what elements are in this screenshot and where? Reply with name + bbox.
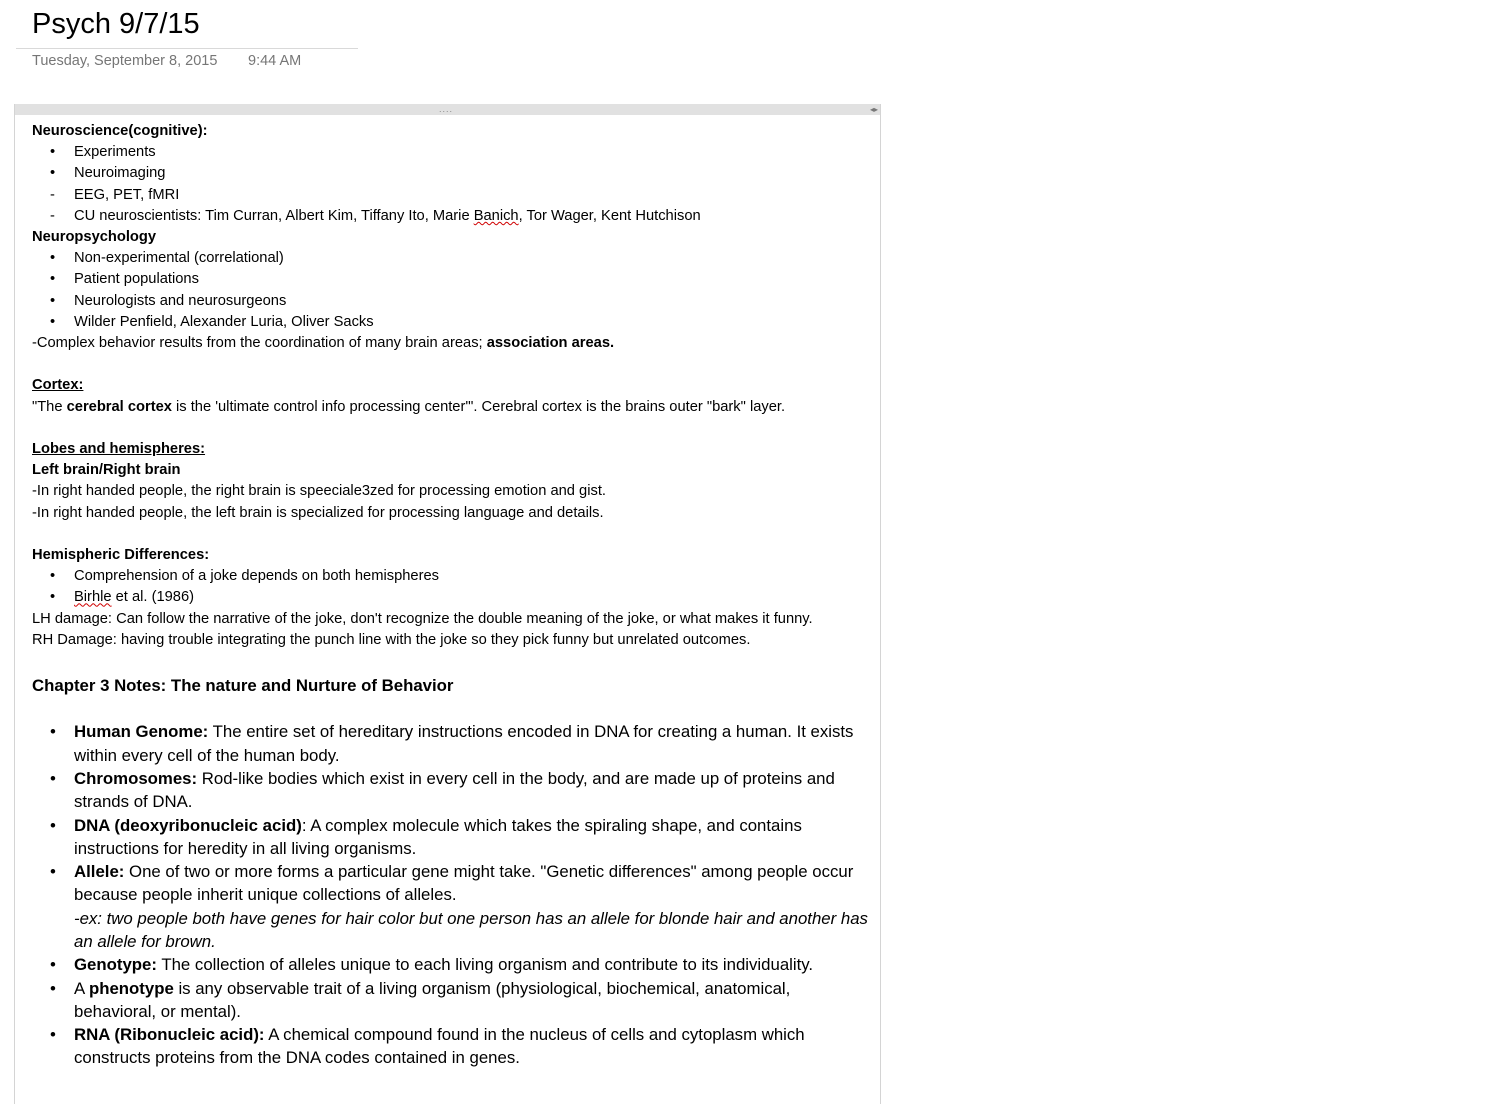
- misspelled-word[interactable]: Birhle: [74, 589, 112, 606]
- definition: The entire set of hereditary instructions encoded in DNA for creating a human. It exists within every cell of the human body.: [74, 722, 854, 765]
- list-item-text: Experiments: [74, 144, 156, 161]
- bullet-icon: •: [50, 1025, 56, 1045]
- chapter-heading: Chapter 3 Notes: The nature and Nurture of Behavior: [32, 676, 454, 696]
- neuropsychology-heading: Neuropsychology: [32, 229, 157, 246]
- definition-item: [32, 977, 872, 1024]
- list-item: [32, 291, 872, 312]
- definition: : A complex molecule which takes the spiraling shape, and contains instructions for heredity in all living organisms.: [74, 815, 802, 858]
- bullet-icon: •: [50, 313, 56, 330]
- list-item-text: EEG, PET, fMRI: [74, 186, 180, 203]
- note-line: LH damage: Can follow the narrative of the joke, don't recognize the double meaning of the joke, or what makes it funny.: [32, 610, 813, 627]
- note-bold-text: cerebral cortex: [66, 398, 172, 415]
- note-line: -In right handed people, the right brain is speeciale3zed for processing emotion and gist.: [32, 483, 606, 500]
- list-item: [32, 206, 872, 227]
- bullet-icon: •: [50, 271, 56, 288]
- note-text: -Complex behavior results from the coordination of many brain areas;: [32, 335, 487, 352]
- bullet-icon: •: [50, 978, 56, 998]
- hemispheric-heading: Hemispheric Differences:: [32, 547, 210, 564]
- blank-line: [32, 524, 872, 545]
- blank-line: [32, 697, 872, 720]
- list-item-text: Neuroimaging: [74, 165, 166, 182]
- definition: One of two or more forms a particular gene might take. "Genetic differences" among people occur because people inherit unique collections of alleles.: [74, 862, 854, 905]
- bullet-icon: •: [50, 144, 56, 161]
- definition: A chemical compound found in the nucleus of cells and cytoplasm which constructs proteins from the DNA codes contained in genes.: [74, 1025, 805, 1068]
- list-item: [32, 312, 872, 333]
- lobes-heading: Lobes and hemispheres:: [32, 441, 206, 458]
- lobes-subheading: Left brain/Right brain: [32, 462, 181, 479]
- cortex-heading: Cortex:: [32, 377, 84, 394]
- definition: A: [74, 978, 89, 998]
- term: RNA (Ribonucleic acid):: [74, 1025, 265, 1045]
- note-text: "The: [32, 398, 67, 415]
- drag-handle-icon[interactable]: ....: [439, 104, 454, 114]
- page-date: Tuesday, September 8, 2015: [32, 53, 218, 69]
- bullet-icon: •: [50, 589, 56, 606]
- bullet-icon: •: [50, 862, 56, 882]
- list-item: [32, 185, 872, 206]
- list-item-text: , Tor Wager, Kent Hutchison: [518, 207, 701, 224]
- definition: is any observable trait of a living organism (physiological, biochemical, anatomical, behavioral, or mental).: [74, 978, 791, 1021]
- note-line: [32, 397, 872, 418]
- bullet-icon: •: [50, 250, 56, 267]
- bullet-icon: •: [50, 165, 56, 182]
- term: Chromosomes:: [74, 768, 198, 788]
- list-item-text: Comprehension of a joke depends on both hemispheres: [74, 568, 439, 585]
- note-line: [32, 333, 872, 354]
- bullet-icon: •: [50, 292, 56, 309]
- list-item: [32, 142, 872, 163]
- definition: Rod-like bodies which exist in every cell in the body, and are made up of proteins and strands of DNA.: [74, 768, 835, 812]
- list-item: [32, 566, 872, 587]
- neuroscience-heading: Neuroscience(cognitive):: [32, 123, 208, 139]
- list-item-text: Patient populations: [74, 271, 199, 288]
- bullet-icon: •: [50, 722, 56, 742]
- list-item-text: Wilder Penfield, Alexander Luria, Oliver Sacks: [74, 313, 374, 330]
- note-line: -In right handed people, the left brain is specialized for processing language and details.: [32, 504, 604, 521]
- list-item: [32, 269, 872, 290]
- list-item: [32, 248, 872, 269]
- bullet-icon: •: [50, 768, 56, 788]
- list-item-text: Non-experimental (correlational): [74, 250, 284, 267]
- page-time: 9:44 AM: [248, 53, 302, 69]
- title-divider: [16, 48, 358, 49]
- note-bold-text: association areas.: [486, 335, 615, 352]
- bullet-icon: •: [50, 815, 56, 835]
- misspelled-word[interactable]: Banich: [473, 207, 519, 224]
- definition-item: [32, 1023, 872, 1070]
- note-text: is the 'ultimate control info processing center'". Cerebral cortex is the brains outer "bark" layer.: [171, 398, 786, 415]
- bullet-icon: •: [50, 955, 56, 975]
- lecture-notes: [32, 121, 872, 651]
- dash-icon: -: [50, 207, 55, 224]
- list-item-text: Neurologists and neurosurgeons: [74, 292, 287, 309]
- definition-item: [32, 720, 872, 767]
- list-item-text: CU neuroscientists: Tim Curran, Albert Kim, Tiffany Ito, Marie: [74, 207, 474, 224]
- definition-item: [32, 860, 872, 907]
- note-container-header[interactable]: [15, 104, 880, 115]
- list-item: [32, 163, 872, 184]
- note-content[interactable]: [32, 121, 872, 1070]
- blank-line: [32, 354, 872, 375]
- blank-line: [32, 418, 872, 439]
- term: DNA (deoxyribonucleic acid): [74, 815, 302, 835]
- term: phenotype: [88, 978, 174, 998]
- definition-item: [32, 953, 872, 976]
- dash-icon: -: [50, 186, 55, 203]
- page-title[interactable]: Psych 9/7/15: [32, 8, 200, 40]
- term: Human Genome:: [74, 722, 209, 742]
- list-item: [32, 587, 872, 608]
- term: Allele:: [74, 862, 125, 882]
- definition-list: [32, 720, 872, 1069]
- definition-item: [32, 814, 872, 861]
- definition-item: [32, 767, 872, 814]
- list-item-text: et al. (1986): [111, 589, 195, 606]
- term: Genotype:: [74, 955, 157, 975]
- definition: The collection of alleles unique to each living organism and contribute to its individuality.: [156, 955, 814, 975]
- bullet-icon: •: [50, 568, 56, 585]
- blank-line: [32, 651, 872, 674]
- example-text: -ex: two people both have genes for hair color but one person has an allele for blonde hair and another has an allele for brown.: [74, 908, 868, 951]
- note-line: RH Damage: having trouble integrating the punch line with the joke so they pick funny but unrelated outcomes.: [32, 631, 751, 648]
- resize-handle-icon[interactable]: ◂▸: [869, 105, 878, 114]
